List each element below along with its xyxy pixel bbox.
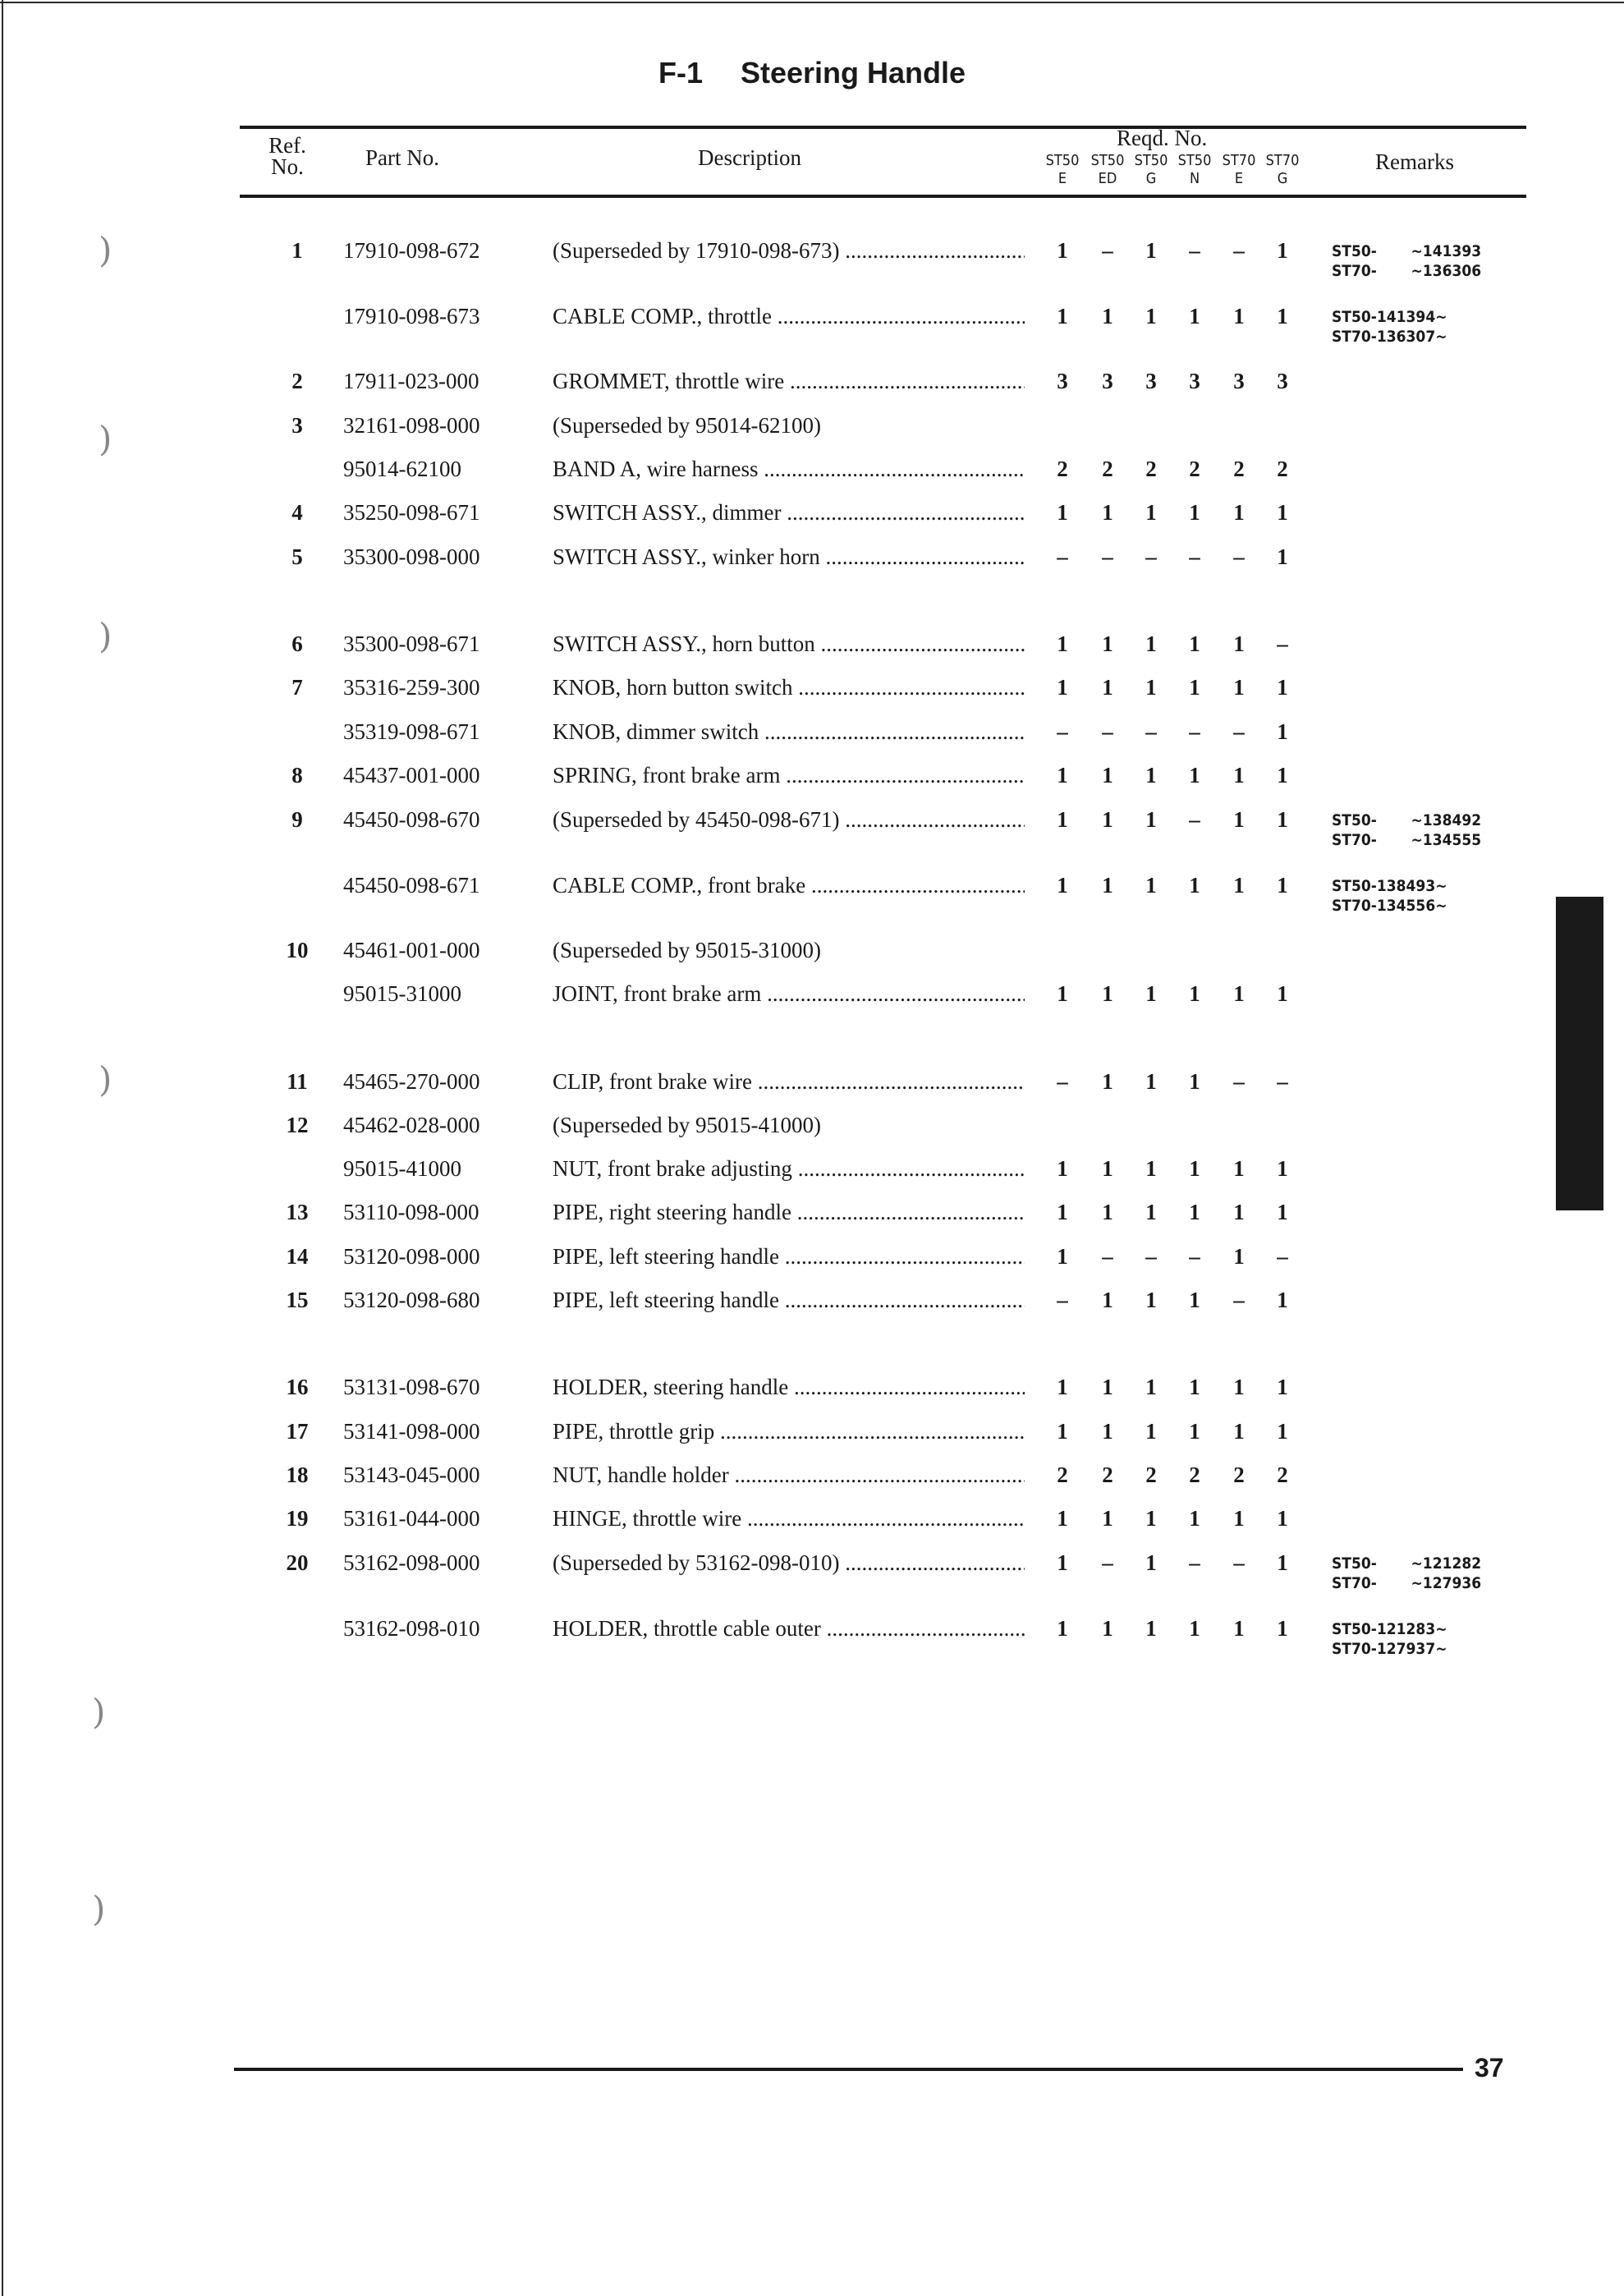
required-qty: 1 — [1233, 1616, 1245, 1641]
part-description: NUT, handle holder ..... — [553, 1463, 1025, 1488]
required-qty: 1 — [1189, 1156, 1200, 1181]
ref-no: 8 — [291, 763, 303, 788]
required-qty: 1 — [1102, 304, 1113, 328]
required-qty: 1 — [1189, 304, 1200, 328]
required-qty: – — [1057, 1069, 1068, 1094]
required-qty: – — [1233, 719, 1245, 744]
required-qty: – — [1102, 544, 1113, 569]
required-qty: 3 — [1277, 369, 1288, 393]
section-code: F-1 — [658, 56, 703, 90]
required-qty: – — [1102, 719, 1113, 744]
required-qty: 1 — [1057, 500, 1068, 525]
required-qty: – — [1189, 1244, 1200, 1269]
required-qty: 1 — [1277, 763, 1288, 788]
required-qty: 1 — [1145, 1156, 1157, 1181]
required-qty: 1 — [1057, 1550, 1068, 1575]
required-qty: 1 — [1189, 1506, 1200, 1531]
required-qty: – — [1145, 544, 1157, 569]
required-qty: 1 — [1233, 675, 1245, 700]
ref-no: 11 — [287, 1069, 308, 1094]
required-qty: 1 — [1233, 1506, 1245, 1531]
required-qty: 1 — [1233, 304, 1245, 328]
required-qty: – — [1277, 631, 1288, 656]
footer-rule — [234, 2068, 1463, 2071]
part-description: KNOB, dimmer switch ..... — [553, 719, 1025, 745]
required-qty: 1 — [1277, 1288, 1288, 1312]
required-qty: – — [1102, 1550, 1113, 1575]
required-qty: 1 — [1189, 675, 1200, 700]
required-qty: 1 — [1102, 1419, 1113, 1444]
ref-no: 7 — [291, 675, 303, 700]
page-edge-top — [0, 2, 1624, 3]
required-qty: 1 — [1233, 981, 1245, 1006]
part-description: HOLDER, steering handle ..... — [553, 1375, 1025, 1400]
ref-no: 2 — [291, 369, 303, 393]
ref-no: 3 — [291, 413, 303, 438]
part-description: CABLE COMP., front brake ..... — [553, 873, 1025, 898]
header-model-name: ST70 — [1265, 152, 1300, 169]
required-qty: 1 — [1102, 631, 1113, 656]
required-qty: – — [1189, 807, 1200, 832]
required-qty: 1 — [1189, 981, 1200, 1006]
required-qty: – — [1233, 1550, 1245, 1575]
required-qty: 1 — [1233, 1419, 1245, 1444]
required-qty: 1 — [1057, 873, 1068, 898]
ref-no: 17 — [286, 1419, 309, 1444]
part-number: 32161-098-000 — [343, 413, 480, 438]
part-number: 35250-098-671 — [343, 500, 480, 525]
required-qty: 1 — [1189, 1375, 1200, 1399]
part-description: CABLE COMP., throttle ..... — [553, 304, 1025, 329]
binding-hole-mark: ) — [99, 616, 112, 656]
part-description: (Superseded by 95014-62100) — [553, 413, 821, 438]
part-number: 53162-098-000 — [343, 1550, 480, 1575]
required-qty: – — [1189, 1550, 1200, 1575]
header-model-name: ST70 — [1222, 152, 1256, 169]
ref-no: 13 — [286, 1200, 309, 1224]
required-qty: 2 — [1277, 1463, 1288, 1487]
required-qty: 1 — [1189, 631, 1200, 656]
part-number: 35319-098-671 — [343, 719, 480, 744]
part-description: (Superseded by 95015-31000) — [553, 938, 821, 962]
required-qty: – — [1102, 1244, 1113, 1269]
required-qty: 1 — [1145, 763, 1157, 788]
required-qty: 1 — [1057, 1419, 1068, 1444]
required-qty: 1 — [1189, 1200, 1200, 1224]
part-number: 53143-045-000 — [343, 1463, 480, 1487]
header-model-variant: E — [1234, 170, 1244, 187]
required-qty: – — [1057, 544, 1068, 569]
part-number: 95015-31000 — [343, 981, 461, 1006]
required-qty: 2 — [1057, 457, 1068, 481]
required-qty: – — [1233, 1288, 1245, 1312]
required-qty: – — [1057, 719, 1068, 744]
required-qty: 1 — [1102, 1616, 1113, 1641]
required-qty: 1 — [1233, 1200, 1245, 1224]
required-qty: 1 — [1057, 1200, 1068, 1224]
required-qty: – — [1189, 238, 1200, 263]
part-number: 45461-001-000 — [343, 938, 480, 962]
ref-no: 6 — [291, 631, 303, 656]
required-qty: 1 — [1189, 1616, 1200, 1641]
ref-no: 14 — [286, 1244, 309, 1269]
part-description: NUT, front brake adjusting ..... — [553, 1156, 1025, 1182]
required-qty: 1 — [1233, 873, 1245, 898]
required-qty: 1 — [1277, 675, 1288, 700]
header-top-rule — [240, 126, 1526, 129]
required-qty: 1 — [1277, 807, 1288, 832]
binding-hole-mark: ) — [99, 230, 112, 270]
required-qty: 1 — [1102, 1069, 1113, 1094]
ref-no: 5 — [291, 544, 303, 569]
required-qty: 1 — [1189, 1419, 1200, 1444]
required-qty: – — [1277, 1244, 1288, 1269]
required-qty: 1 — [1057, 675, 1068, 700]
required-qty: 1 — [1102, 1200, 1113, 1224]
header-reqd-no: Reqd. No. — [1117, 126, 1208, 150]
required-qty: 1 — [1057, 1244, 1068, 1269]
required-qty: – — [1233, 544, 1245, 569]
required-qty: 1 — [1277, 304, 1288, 328]
required-qty: 1 — [1145, 807, 1157, 832]
header-model-column — [1128, 152, 1174, 188]
required-qty: 2 — [1277, 457, 1288, 481]
required-qty: 1 — [1145, 1375, 1157, 1399]
header-ref-line2: No. — [271, 154, 304, 179]
required-qty: 1 — [1145, 1200, 1157, 1224]
required-qty: 1 — [1145, 1419, 1157, 1444]
required-qty: 1 — [1057, 1506, 1068, 1531]
part-number: 53141-098-000 — [343, 1419, 480, 1444]
part-number: 35316-259-300 — [343, 675, 480, 700]
required-qty: – — [1233, 1069, 1245, 1094]
required-qty: 1 — [1189, 500, 1200, 525]
required-qty: 1 — [1102, 1506, 1113, 1531]
part-description: SWITCH ASSY., winker horn ..... — [553, 544, 1025, 570]
required-qty: 1 — [1233, 1156, 1245, 1181]
header-remarks: Remarks — [1375, 149, 1454, 174]
part-description: (Superseded by 95015-41000) — [553, 1113, 821, 1137]
required-qty: 1 — [1189, 1069, 1200, 1094]
ref-no: 10 — [286, 938, 309, 962]
ref-no: 15 — [286, 1288, 309, 1312]
required-qty: 1 — [1233, 500, 1245, 525]
required-qty: 1 — [1145, 1616, 1157, 1641]
required-qty: 1 — [1102, 1375, 1113, 1399]
header-model-variant: G — [1277, 170, 1288, 187]
section-title: Steering Handle — [740, 56, 966, 90]
required-qty: 1 — [1145, 1506, 1157, 1531]
remarks: ST50-121283~ ST70-127937~ — [1332, 1620, 1447, 1658]
part-description: SWITCH ASSY., dimmer ..... — [553, 500, 1025, 526]
required-qty: 1 — [1277, 1419, 1288, 1444]
required-qty: 1 — [1102, 675, 1113, 700]
header-ref-line1: Ref. — [268, 133, 306, 158]
required-qty: 2 — [1057, 1463, 1068, 1487]
required-qty: 1 — [1102, 807, 1113, 832]
required-qty: 1 — [1057, 238, 1068, 263]
header-model-column — [1172, 152, 1218, 188]
part-number: 53161-044-000 — [343, 1506, 480, 1531]
required-qty: 2 — [1102, 457, 1113, 481]
part-number: 45450-098-671 — [343, 873, 480, 898]
part-description: (Superseded by 53162-098-010) ..... — [553, 1550, 1025, 1576]
required-qty: 1 — [1057, 981, 1068, 1006]
required-qty: 1 — [1145, 981, 1157, 1006]
required-qty: 1 — [1057, 807, 1068, 832]
required-qty: – — [1057, 1288, 1068, 1312]
required-qty: 1 — [1102, 763, 1113, 788]
header-part-no: Part No. — [365, 145, 439, 170]
required-qty: 1 — [1057, 304, 1068, 328]
page-number: 37 — [1475, 2053, 1504, 2082]
required-qty: 1 — [1233, 1375, 1245, 1399]
required-qty: – — [1102, 238, 1113, 263]
part-description: JOINT, front brake arm ..... — [553, 981, 1025, 1007]
required-qty: 1 — [1102, 873, 1113, 898]
part-number: 45465-270-000 — [343, 1069, 480, 1094]
binding-hole-mark: ) — [92, 1692, 106, 1732]
required-qty: 3 — [1102, 369, 1113, 393]
part-number: 45462-028-000 — [343, 1113, 480, 1137]
binding-hole-mark: ) — [99, 419, 112, 459]
required-qty: 2 — [1233, 457, 1245, 481]
header-model-column — [1216, 152, 1262, 188]
required-qty: 1 — [1102, 1288, 1113, 1312]
header-model-column — [1085, 152, 1131, 188]
required-qty: – — [1189, 719, 1200, 744]
required-qty: 1 — [1277, 719, 1288, 744]
part-number: 53110-098-000 — [343, 1200, 479, 1224]
required-qty: 1 — [1277, 1200, 1288, 1224]
required-qty: 3 — [1145, 369, 1157, 393]
remarks: ST50- ~141393 ST70- ~136306 — [1332, 242, 1482, 280]
required-qty: 1 — [1189, 763, 1200, 788]
header-model-column — [1039, 152, 1085, 188]
part-description: PIPE, right steering handle ..... — [553, 1200, 1025, 1225]
ref-no: 4 — [291, 500, 303, 525]
remarks: ST50- ~138492 ST70- ~134555 — [1332, 811, 1482, 849]
header-model-variant: N — [1189, 170, 1200, 187]
required-qty: – — [1277, 1069, 1288, 1094]
part-number: 17910-098-673 — [343, 304, 480, 328]
part-number: 35300-098-671 — [343, 631, 480, 656]
part-number: 53120-098-680 — [343, 1288, 480, 1312]
part-description: PIPE, throttle grip ..... — [553, 1419, 1025, 1444]
header-model-variant: G — [1145, 170, 1157, 187]
required-qty: 2 — [1189, 1463, 1200, 1487]
part-description: PIPE, left steering handle ..... — [553, 1288, 1025, 1313]
part-description: (Superseded by 17910-098-673) ..... — [553, 238, 1025, 264]
binding-hole-mark: ) — [92, 1889, 106, 1929]
page-title — [0, 56, 1624, 90]
required-qty: 1 — [1277, 873, 1288, 898]
required-qty: 1 — [1233, 807, 1245, 832]
part-number: 17911-023-000 — [343, 369, 479, 393]
required-qty: 1 — [1057, 1375, 1068, 1399]
required-qty: 1 — [1145, 1550, 1157, 1575]
required-qty: 2 — [1233, 1463, 1245, 1487]
required-qty: 1 — [1145, 1288, 1157, 1312]
ref-no: 18 — [286, 1463, 309, 1487]
header-model-name: ST50 — [1045, 152, 1080, 169]
part-description: HOLDER, throttle cable outer ..... — [553, 1616, 1025, 1642]
part-number: 53120-098-000 — [343, 1244, 480, 1269]
ref-no: 9 — [291, 807, 303, 832]
required-qty: – — [1145, 1244, 1157, 1269]
header-model-name: ST50 — [1090, 152, 1125, 169]
part-description: KNOB, horn button switch ..... — [553, 675, 1025, 700]
required-qty: 1 — [1145, 304, 1157, 328]
required-qty: 2 — [1102, 1463, 1113, 1487]
ref-no: 12 — [286, 1113, 309, 1137]
required-qty: 1 — [1057, 1156, 1068, 1181]
required-qty: 1 — [1057, 631, 1068, 656]
required-qty: 1 — [1102, 981, 1113, 1006]
part-description: SWITCH ASSY., horn button ..... — [553, 631, 1025, 657]
required-qty: 1 — [1189, 873, 1200, 898]
section-thumb-tab — [1556, 897, 1603, 1210]
required-qty: 1 — [1277, 1375, 1288, 1399]
part-description: SPRING, front brake arm ..... — [553, 763, 1025, 788]
required-qty: 1 — [1277, 1616, 1288, 1641]
binding-hole-mark: ) — [99, 1059, 112, 1100]
ref-no: 19 — [286, 1506, 309, 1531]
required-qty: 1 — [1277, 544, 1288, 569]
required-qty: 1 — [1189, 1288, 1200, 1312]
part-description: (Superseded by 45450-098-671) ..... — [553, 807, 1025, 833]
required-qty: – — [1145, 719, 1157, 744]
required-qty: 1 — [1233, 631, 1245, 656]
header-model-name: ST50 — [1177, 152, 1212, 169]
ref-no: 1 — [291, 238, 303, 263]
header-model-variant: E — [1057, 170, 1067, 187]
page-edge-left — [2, 0, 3, 2296]
part-number: 45450-098-670 — [343, 807, 480, 832]
part-description: HINGE, throttle wire ..... — [553, 1506, 1025, 1531]
part-number: 53162-098-010 — [343, 1616, 480, 1641]
required-qty: 1 — [1233, 1244, 1245, 1269]
header-description: Description — [698, 145, 801, 170]
required-qty: 1 — [1277, 1506, 1288, 1531]
ref-no: 20 — [286, 1550, 309, 1575]
required-qty: 1 — [1145, 500, 1157, 525]
header-model-variant: ED — [1098, 170, 1117, 187]
part-description: PIPE, left steering handle ..... — [553, 1244, 1025, 1270]
required-qty: 1 — [1145, 631, 1157, 656]
header-model-column — [1259, 152, 1305, 188]
required-qty: 2 — [1189, 457, 1200, 481]
part-number: 95014-62100 — [343, 457, 461, 481]
required-qty: 1 — [1277, 238, 1288, 263]
required-qty: 2 — [1145, 457, 1157, 481]
required-qty: 1 — [1233, 763, 1245, 788]
remarks: ST50- ~121282 ST70- ~127936 — [1332, 1554, 1482, 1592]
required-qty: 1 — [1145, 675, 1157, 700]
header-ref-no — [238, 135, 337, 177]
required-qty: 1 — [1277, 1156, 1288, 1181]
ref-no: 16 — [286, 1375, 309, 1399]
part-description: BAND A, wire harness ..... — [553, 457, 1025, 482]
required-qty: 1 — [1145, 238, 1157, 263]
required-qty: 3 — [1233, 369, 1245, 393]
part-description: CLIP, front brake wire ..... — [553, 1069, 1025, 1095]
part-description: GROMMET, throttle wire ..... — [553, 369, 1025, 394]
required-qty: 1 — [1145, 873, 1157, 898]
required-qty: 1 — [1057, 763, 1068, 788]
required-qty: 3 — [1057, 369, 1068, 393]
part-number: 95015-41000 — [343, 1156, 461, 1181]
header-bottom-rule — [240, 195, 1526, 198]
required-qty: 1 — [1102, 500, 1113, 525]
part-number: 45437-001-000 — [343, 763, 480, 788]
required-qty: 2 — [1145, 1463, 1157, 1487]
required-qty: 1 — [1057, 1616, 1068, 1641]
header-model-name: ST50 — [1134, 152, 1168, 169]
part-number: 53131-098-670 — [343, 1375, 480, 1399]
required-qty: – — [1233, 238, 1245, 263]
remarks: ST50-141394~ ST70-136307~ — [1332, 308, 1447, 346]
required-qty: 3 — [1189, 369, 1200, 393]
part-number: 17910-098-672 — [343, 238, 480, 263]
required-qty: 1 — [1277, 981, 1288, 1006]
required-qty: 1 — [1277, 500, 1288, 525]
required-qty: 1 — [1102, 1156, 1113, 1181]
required-qty: 1 — [1145, 1069, 1157, 1094]
part-number: 35300-098-000 — [343, 544, 480, 569]
remarks: ST50-138493~ ST70-134556~ — [1332, 877, 1447, 915]
required-qty: 1 — [1277, 1550, 1288, 1575]
required-qty: – — [1189, 544, 1200, 569]
